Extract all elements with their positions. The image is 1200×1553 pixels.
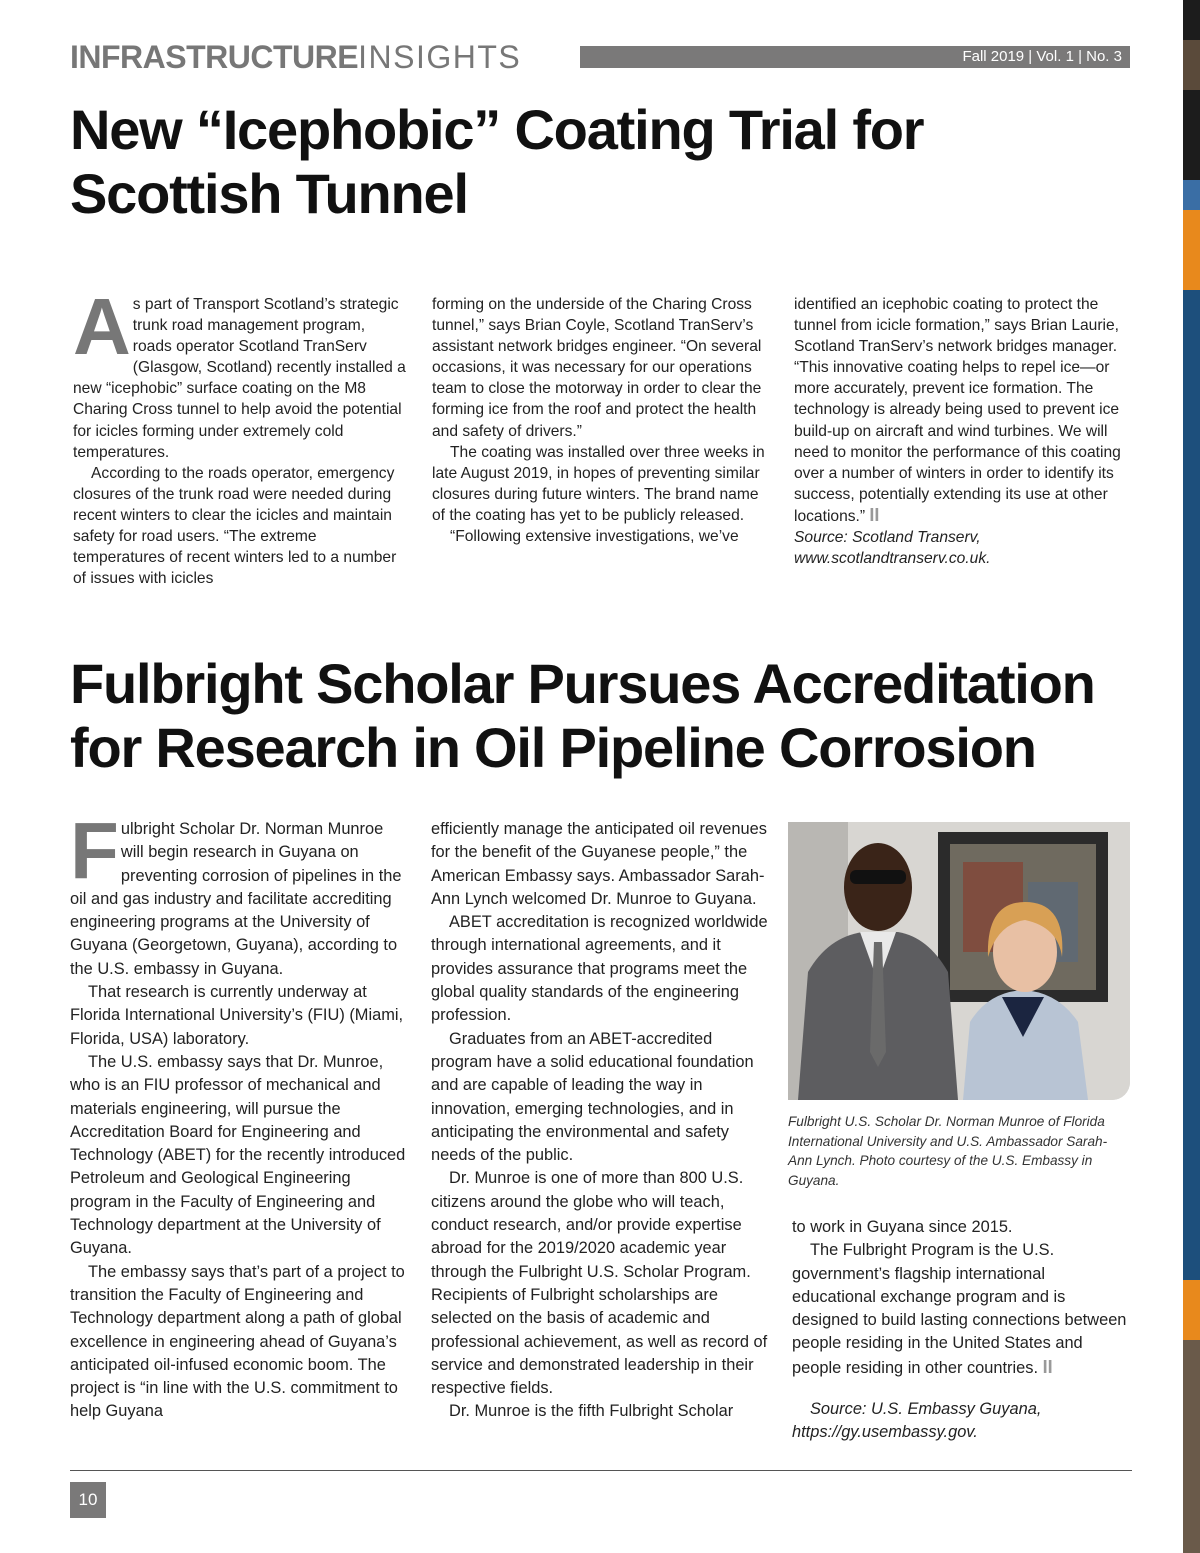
page-number: 10 [70, 1482, 106, 1518]
masthead-bar [580, 46, 1130, 68]
article1-column3 [794, 294, 1134, 569]
article1-dropcap: A [73, 282, 131, 371]
article2-column3 [792, 1216, 1132, 1445]
article1-headline-line2: Scottish Tunnel [70, 162, 468, 225]
issue-label: Fall 2019 | Vol. 1 | No. 3 [962, 48, 1122, 65]
edge-segment [1183, 1340, 1200, 1553]
edge-segment [1183, 290, 1200, 1280]
end-mark-icon: II [1042, 1356, 1053, 1377]
article2-paragraph: The Fulbright Program is the U.S. government’s flagship international educational exchange program and is designed to build lasting connections between people residing in the United States and people residing in other countries. [792, 1241, 1127, 1377]
edge-segment [1183, 210, 1200, 290]
article1-paragraph: “Following extensive investigations, we’ve [450, 528, 739, 546]
article2-paragraph: ABET accreditation is recognized worldwide through international agreements, and it provides assurance that programs meet the global quality standards of the engineering profession. [431, 913, 768, 1025]
article1-paragraph: s part of Transport Scotland’s strategic trunk road management program, roads operator Scotland TranServ (Glasgow, Scotland) recently installed a new “icephobic” surface coating on the M8 Charing Cross tunnel to help avoid the potential for icicles forming under extremely cold temperatures. [73, 296, 406, 461]
article2-paragraph: efficiently manage the anticipated oil revenues for the benefit of the Guyanese people,” the American Embassy says. Ambassador Sarah-Ann Lynch welcomed Dr. Munroe to Guyana. [431, 820, 767, 908]
edge-segment [1183, 180, 1200, 210]
article1-source: Source: Scotland Transerv, www.scotlandtranserv.co.uk. [794, 529, 991, 568]
end-mark-icon: II [869, 504, 880, 525]
edge-segment [1183, 40, 1200, 90]
article2-headline-line1: Fulbright Scholar Pursues Accreditation [70, 652, 1095, 715]
article2-paragraph: ulbright Scholar Dr. Norman Munroe will begin research in Guyana on preventing corrosion of pipelines in the oil and gas industry and facilitate accrediting engineering programs at the University of Guyana (Georgetown, Guyana), according to the U.S. embassy in Guyana. [70, 820, 402, 978]
article1-column1 [73, 282, 408, 589]
masthead-title-bold: INFRASTRUCTURE [70, 39, 359, 75]
article2-paragraph: The U.S. embassy says that Dr. Munroe, who is an FIU professor of mechanical and materials engineering, will pursue the Accreditation Board for Engineering and Technology (ABET) for the recently introduced Petroleum and Geological Engineering program in the Faculty of Engineering and Technology department at the University of Guyana. [70, 1052, 406, 1258]
article2-paragraph: to work in Guyana since 2015. [792, 1218, 1013, 1236]
article2-photo [788, 822, 1130, 1100]
article1-paragraph: According to the roads operator, emergency closures of the trunk road were needed during recent winters to clear the icicles and maintain safety for road users. “The extreme temperatures of recent winters led to a number of issues with icicles [73, 464, 397, 588]
article2-paragraph: The embassy says that’s part of a project to transition the Faculty of Engineering and Technology department along a path of global excellence in engineering ahead of Guyana’s anticipated oil-infused economic boom. The project is “in line with the U.S. commitment to help Guyana [70, 1262, 405, 1421]
article2-photo-caption: Fulbright U.S. Scholar Dr. Norman Munroe of Florida International University and U.S. Ambassador Sarah-Ann Lynch. Photo courtesy of the U.S. Embassy in Guyana. [788, 1114, 1108, 1188]
article1-column2 [432, 294, 772, 547]
article2-dropcap: F [70, 806, 119, 895]
adjacent-page-edge [1183, 0, 1200, 1553]
article2-paragraph: Graduates from an ABET-accredited program have a solid educational foundation and are capable of leading the way in innovation, emerging technologies, and in anticipating the environmental and safety needs of the public. [431, 1029, 754, 1165]
article2-paragraph: Dr. Munroe is one of more than 800 U.S. citizens around the globe who will teach, conduct research, and/or provide expertise abroad for the 2019/2020 academic year through the Fulbright U.S. Scholar Program. Recipients of Fulbright scholarships are selected on the basis of academic and professional achievement, as well as record of service and demonstrated leadership in their respective fields. [431, 1169, 768, 1398]
article1-paragraph: identified an icephobic coating to protect the tunnel from icicle formation,” says Brian Laurie, Scotland TranServ’s network bridges manager. “This innovative coating helps to repel ice—or more accurately, prevent ice formation. The technology is already being used to prevent ice build-up on aircraft and wind turbines. We will need to monitor the performance of this coating over a number of winters in order to identify its success, potentially extending its use at other locations.” [794, 296, 1121, 525]
article2-headline-line2: for Research in Oil Pipeline Corrosion [70, 716, 1036, 779]
masthead [70, 40, 1130, 74]
article2-paragraph: Dr. Munroe is the fifth Fulbright Scholar [449, 1402, 734, 1421]
article1-headline-line1: New “Icephobic” Coating Trial for [70, 98, 924, 161]
article1-headline [70, 98, 1170, 226]
article1-paragraph: The coating was installed over three weeks in late August 2019, in hopes of preventing similar closures during future winters. The brand name of the coating has yet to be publicly released. [432, 443, 765, 524]
article1-paragraph: forming on the underside of the Charing Cross tunnel,” says Brian Coyle, Scotland TranServ’s assistant network bridges engineer. “On several occasions, it was necessary for our operations team to close the motorway in order to clear the forming ice from the roof and protect the health and safety of drivers.” [432, 296, 762, 440]
masthead-title [70, 40, 521, 74]
masthead-title-light: INSIGHTS [358, 39, 522, 75]
photo-illustration [788, 822, 1130, 1100]
article2-source: Source: U.S. Embassy Guyana, https://gy.usembassy.gov. [792, 1400, 1042, 1442]
footer-rule [70, 1470, 1132, 1471]
article2-headline [70, 652, 1180, 780]
edge-segment [1183, 1280, 1200, 1340]
article2-column1 [70, 806, 410, 1424]
article2-column2 [431, 818, 771, 1424]
article2-paragraph: That research is currently underway at Florida International University’s (FIU) (Miami, Florida, USA) laboratory. [70, 983, 404, 1048]
